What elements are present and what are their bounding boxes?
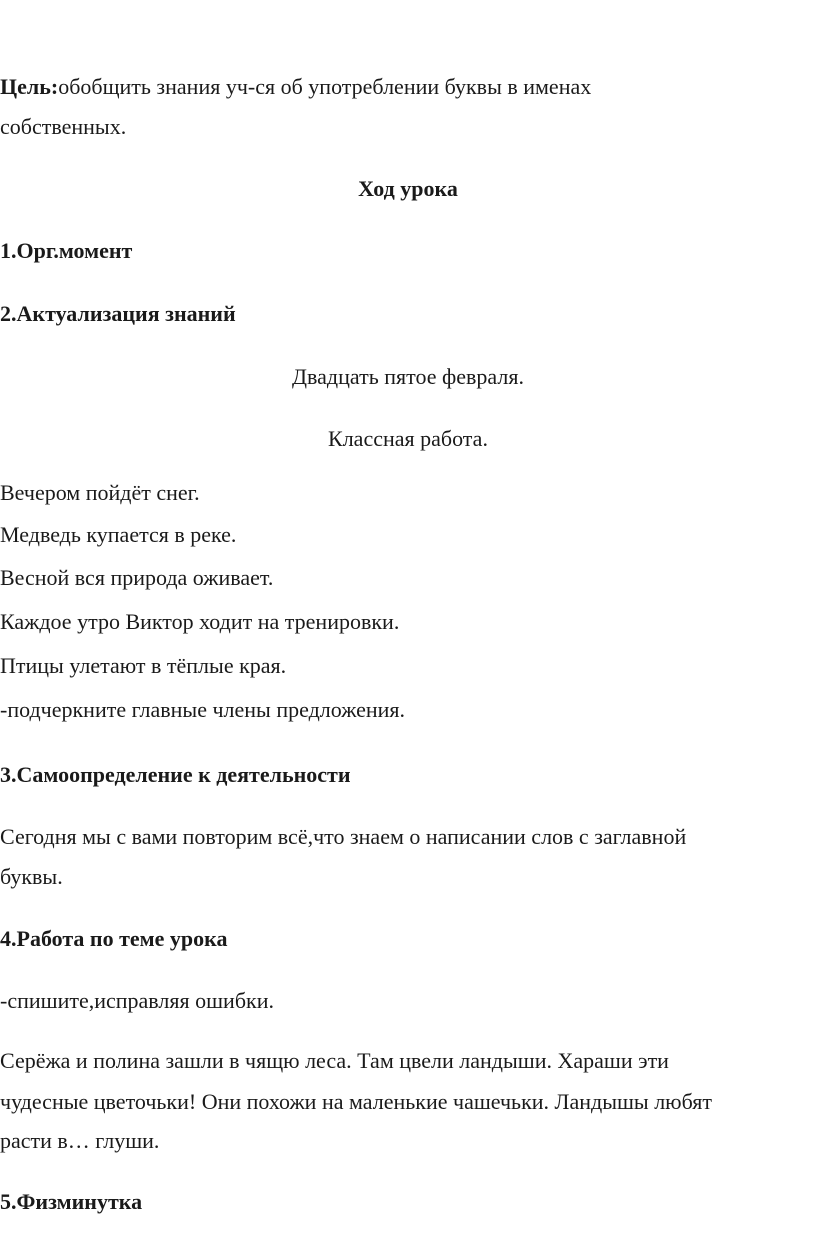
goal-text: обобщить знания уч-ся об употреблении буквы в именах: [58, 74, 592, 99]
exercise-line-3: расти в… глуши.: [0, 1128, 160, 1153]
self-determination-line-1: Сегодня мы с вами повторим всё,что знаем о написании слов с заглавной: [0, 824, 687, 849]
task-copy: -спишите,исправляя ошибки.: [0, 988, 274, 1013]
section-heading-1: 1.Орг.момент: [0, 238, 133, 263]
goal-paragraph: [0, 76, 591, 98]
sentence-4: Каждое утро Виктор ходит на тренировки.: [0, 609, 400, 634]
board-date: Двадцать пятое февраля.: [292, 364, 524, 389]
section-heading-3: 3.Самоопределение к деятельности: [0, 762, 351, 787]
exercise-line-1: Серёжа и полина зашли в чящю леса. Там цвели ландыши. Хараши эти: [0, 1048, 669, 1073]
section-heading-5: 5.Физминутка: [0, 1189, 143, 1214]
section-heading-2: 2.Актуализация знаний: [0, 301, 236, 326]
goal-text-continued: собственных.: [0, 114, 127, 139]
self-determination-line-2: буквы.: [0, 864, 63, 889]
exercise-line-2: чудесные цветочьки! Они похожи на маленькие чашечьки. Ландышы любят: [0, 1089, 712, 1114]
sentence-5: Птицы улетают в тёплые края.: [0, 653, 287, 678]
section-heading-4: 4.Работа по теме урока: [0, 926, 228, 951]
goal-label: Цель:: [0, 74, 59, 99]
board-work: Классная работа.: [328, 426, 488, 451]
sentence-2: Медведь купается в реке.: [0, 522, 237, 547]
lesson-title: Ход урока: [358, 176, 458, 201]
sentence-1: Вечером пойдёт снег.: [0, 480, 200, 505]
task-underline: -подчеркните главные члены предложения.: [0, 697, 406, 722]
sentence-3: Весной вся природа оживает.: [0, 565, 274, 590]
